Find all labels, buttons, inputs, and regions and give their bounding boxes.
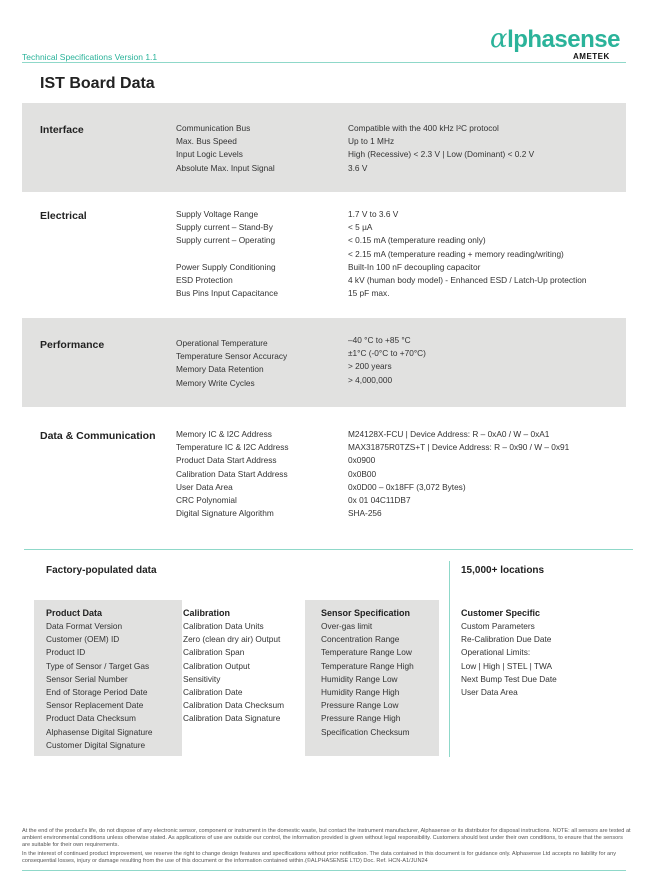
column-item: Operational Limits: — [461, 647, 531, 658]
spec-rows — [176, 428, 616, 520]
spec-label: User Data Area — [176, 481, 233, 492]
column-item: Sensor Serial Number — [46, 673, 128, 684]
spec-row — [176, 274, 616, 287]
column-item: Over-gas limit — [321, 621, 373, 631]
column-item: Product Data Checksum — [46, 713, 136, 724]
column-item: Zero (clean dry air) Output — [183, 634, 281, 645]
column-heading: Calibration — [183, 608, 231, 618]
column-item: Sensor Replacement Date — [46, 700, 144, 711]
spec-row — [176, 162, 616, 175]
spec-row — [176, 234, 616, 247]
spec-label: Temperature IC & I2C Address — [176, 442, 289, 453]
column-item: Customer Digital Signature — [46, 739, 146, 750]
spec-value: 3.6 V — [348, 162, 368, 173]
spec-value: Compatible with the 400 kHz I²C protocol — [348, 123, 499, 133]
spec-row — [176, 507, 616, 520]
column-item: Product ID — [46, 647, 86, 658]
section-performance — [22, 318, 626, 407]
section-title: Data & Communication — [40, 430, 156, 442]
column-item: Temperature Range High — [321, 660, 414, 671]
column-customer-specific — [461, 600, 601, 699]
spec-row — [176, 208, 616, 221]
spec-rows — [176, 334, 616, 387]
spec-row — [176, 454, 616, 467]
column-item: Specification Checksum — [321, 726, 410, 737]
spec-label: CRC Polynomial — [176, 494, 237, 505]
spec-value: 0x 01 04C11DB7 — [348, 494, 411, 505]
spec-value: 15 pF max. — [348, 288, 390, 299]
spec-label: Digital Signature Algorithm — [176, 508, 274, 519]
spec-value: 0x0D00 – 0x18FF (3,072 Bytes) — [348, 481, 466, 492]
spec-value: Up to 1 MHz — [348, 136, 395, 147]
footer-disclaimer — [22, 828, 632, 867]
spec-value: 1.7 V to 3.6 V — [348, 209, 399, 219]
column-divider — [449, 561, 450, 757]
column-heading: Product Data — [46, 608, 103, 618]
column-item: Pressure Range High — [321, 713, 401, 724]
column-item: Calibration Data Signature — [183, 713, 281, 724]
spec-label: Power Supply Conditioning — [176, 261, 276, 272]
column-item: Humidity Range High — [321, 686, 400, 697]
section-title: Electrical — [40, 210, 87, 222]
spec-row — [176, 374, 616, 387]
spec-row — [176, 494, 616, 507]
section-title: Interface — [40, 124, 84, 136]
spec-row — [176, 287, 616, 300]
column-item: Next Bump Test Due Date — [461, 673, 557, 684]
spec-value: 4 kV (human body model) - Enhanced ESD / Latch-Up protection — [348, 274, 587, 285]
spec-row — [176, 135, 616, 148]
column-calibration — [183, 600, 303, 726]
section-title: Performance — [40, 339, 105, 351]
spec-label: Supply current – Operating — [176, 235, 276, 246]
column-item: Custom Parameters — [461, 621, 535, 631]
spec-label: Input Logic Levels — [176, 149, 243, 160]
spec-label: Bus Pins Input Capacitance — [176, 288, 278, 299]
column-item: Low | High | STEL | TWA — [461, 660, 552, 671]
spec-row — [176, 148, 616, 161]
spec-value: < 2.15 mA (temperature reading + memory reading/writing) — [348, 248, 564, 259]
column-item: Re-Calibration Due Date — [461, 634, 552, 645]
spec-label: Supply current – Stand-By — [176, 222, 273, 233]
section-electrical — [22, 205, 626, 305]
spec-rows — [176, 122, 616, 175]
locations-title: 15,000+ locations — [461, 565, 545, 576]
page-title: IST Board Data — [40, 75, 155, 92]
spec-value: Built-In 100 nF decoupling capacitor — [348, 261, 481, 272]
disclaimer-disposal: At the end of the product's life, do not dispose of any electronic sensor, component or instrument in the domestic waste, but contact the instrument manufacturer, Alphasense or its distributor for disposal instructions. NOTE: all sensors are tested at ambient environmental conditions unless otherwise stated. As applications of use are outside our control, the information provided is given without legal responsibility. Customers should test under their own conditions, to ensure that the sensors are suitable for their own requirements. — [22, 828, 631, 848]
spec-value: < 0.15 mA (temperature reading only) — [348, 235, 486, 246]
column-item: Customer (OEM) ID — [46, 634, 120, 645]
factory-data-title: Factory-populated data — [46, 565, 157, 576]
spec-row — [176, 248, 616, 261]
spec-label: Communication Bus — [176, 123, 251, 133]
column-heading: Customer Specific — [461, 608, 541, 618]
spec-value: MAX31875R0TZS+T | Device Address: R – 0x90 / W – 0x91 — [348, 442, 570, 453]
spec-label: Supply Voltage Range — [176, 209, 259, 219]
column-item: Humidity Range Low — [321, 673, 398, 684]
column-item: Sensitivity — [183, 673, 221, 684]
spec-label: Temperature Sensor Accuracy — [176, 351, 288, 362]
column-item: Data Format Version — [46, 621, 123, 631]
section-interface — [22, 103, 626, 192]
column-item: Alphasense Digital Signature — [46, 726, 153, 737]
spec-row — [176, 441, 616, 454]
spec-row — [176, 122, 616, 135]
column-item: Calibration Data Checksum — [183, 700, 284, 711]
column-item: Calibration Span — [183, 647, 245, 658]
spec-value: High (Recessive) < 2.3 V | Low (Dominant) < 0.2 V — [348, 149, 535, 160]
spec-label: Product Data Start Address — [176, 455, 277, 466]
column-item: User Data Area — [461, 686, 518, 697]
spec-row — [176, 481, 616, 494]
spec-row — [176, 334, 616, 347]
column-item: Calibration Data Units — [183, 621, 264, 631]
alphasense-logo — [490, 24, 620, 54]
document-version: Technical Specifications Version 1.1 — [22, 52, 158, 62]
spec-label: Calibration Data Start Address — [176, 468, 288, 479]
spec-row — [176, 360, 616, 373]
logo-alpha-glyph: α — [490, 24, 508, 54]
spec-row — [176, 428, 616, 441]
spec-label: Max. Bus Speed — [176, 136, 237, 147]
spec-label: Operational Temperature — [176, 338, 268, 348]
section-divider — [24, 549, 633, 550]
spec-row — [176, 468, 616, 481]
spec-label: Absolute Max. Input Signal — [176, 162, 275, 173]
spec-label: Memory IC & I2C Address — [176, 429, 272, 439]
footer-divider — [22, 870, 626, 871]
spec-value: < 5 µA — [348, 222, 373, 233]
spec-row — [176, 221, 616, 234]
spec-value: ±1°C (-0°C to +70°C) — [348, 348, 426, 359]
spec-value: –40 °C to +85 °C — [348, 335, 411, 345]
spec-value: > 200 years — [348, 361, 392, 372]
column-sensor-specification — [305, 600, 439, 756]
disclaimer-liability: In the interest of continued product improvement, we reserve the right to change design features and specifications without prior notification. The data contained in this document is for guidance only. Alphasense Ltd accepts no liability for any consequential losses, injury or damage resulting from the use of this document or the information contained within.(©ALPHASENSE LTD) Doc. Ref. HCN-A1/JUN24 — [22, 850, 617, 864]
ametek-logo: AMETEK — [573, 52, 610, 61]
section-data-communication — [22, 428, 626, 528]
spec-row — [176, 261, 616, 274]
header-divider — [22, 62, 626, 63]
spec-value: > 4,000,000 — [348, 374, 393, 385]
column-item: Calibration Date — [183, 686, 243, 697]
column-item: Temperature Range Low — [321, 647, 412, 658]
spec-label — [176, 248, 348, 261]
column-item: Concentration Range — [321, 634, 400, 645]
spec-value: 0x0900 — [348, 455, 376, 466]
spec-value: M24128X-FCU | Device Address: R – 0xA0 / W – 0xA1 — [348, 429, 550, 439]
spec-row — [176, 347, 616, 360]
spec-rows — [176, 208, 616, 300]
spec-value: SHA-256 — [348, 508, 382, 519]
column-item: End of Storage Period Date — [46, 686, 148, 697]
column-item: Type of Sensor / Target Gas — [46, 660, 150, 671]
spec-label: Memory Data Retention — [176, 364, 264, 375]
spec-label: ESD Protection — [176, 274, 233, 285]
spec-value: 0x0B00 — [348, 468, 377, 479]
logo-text: lphasense — [507, 26, 620, 53]
column-item: Pressure Range Low — [321, 700, 399, 711]
column-heading: Sensor Specification — [321, 608, 411, 618]
spec-label: Memory Write Cycles — [176, 377, 255, 388]
column-item: Calibration Output — [183, 660, 250, 671]
column-product-data — [34, 600, 182, 756]
